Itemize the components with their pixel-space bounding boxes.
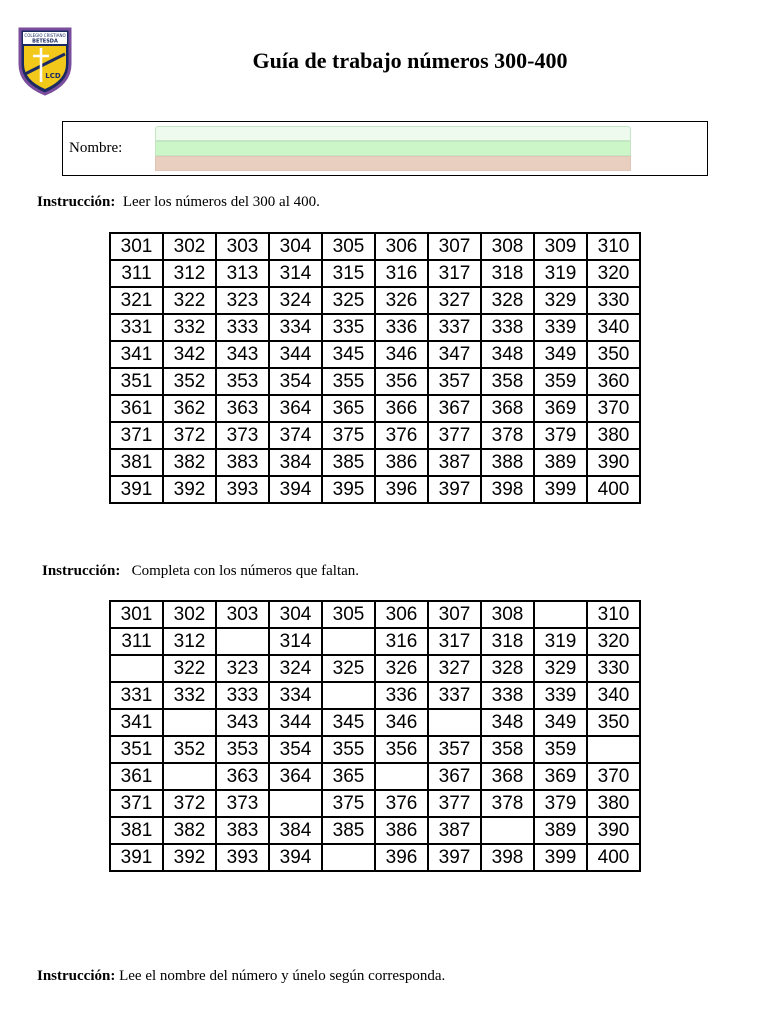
grid-read-cell: 316 [375, 260, 428, 287]
grid-read-cell: 348 [481, 341, 534, 368]
grid-read-cell: 383 [216, 449, 269, 476]
grid-read-cell: 392 [163, 476, 216, 503]
instruction-3-text: Lee el nombre del número y únelo según corresponda. [119, 968, 446, 984]
grid-read-cell: 332 [163, 314, 216, 341]
grid-complete-cell: 370 [587, 763, 640, 790]
grid-read-cell: 310 [587, 233, 640, 260]
name-field-stack[interactable] [155, 126, 631, 171]
grid-read-cell: 340 [587, 314, 640, 341]
grid-read-cell: 358 [481, 368, 534, 395]
grid-complete-cell: 383 [216, 817, 269, 844]
name-input-line-3[interactable] [155, 156, 631, 171]
grid-read-row [110, 422, 640, 449]
grid-read-cell: 303 [216, 233, 269, 260]
grid-complete-cell: 311 [110, 628, 163, 655]
grid-complete-cell: 367 [428, 763, 481, 790]
grid-read-cell: 337 [428, 314, 481, 341]
grid-complete-cell: 332 [163, 682, 216, 709]
page-title: Guía de trabajo números 300-400 [252, 48, 568, 73]
grid-read-cell: 364 [269, 395, 322, 422]
grid-read-cell: 333 [216, 314, 269, 341]
grid-read-cell: 336 [375, 314, 428, 341]
grid-complete-cell: 310 [587, 601, 640, 628]
grid-read-cell: 307 [428, 233, 481, 260]
grid-read-cell: 390 [587, 449, 640, 476]
grid-complete-cell: 330 [587, 655, 640, 682]
grid-read-cell: 363 [216, 395, 269, 422]
instruction-3-label: Instrucción: [37, 968, 116, 984]
grid-complete-cell: 305 [322, 601, 375, 628]
grid-complete-cell: 317 [428, 628, 481, 655]
grid-read-cell: 346 [375, 341, 428, 368]
grid-complete-cell: 359 [534, 736, 587, 763]
grid-complete-cell: 396 [375, 844, 428, 871]
grid-complete-cell: 363 [216, 763, 269, 790]
grid-complete-cell: 355 [322, 736, 375, 763]
grid-read-cell: 324 [269, 287, 322, 314]
grid-complete-blank-cell[interactable] [481, 817, 534, 844]
grid-read-cell: 391 [110, 476, 163, 503]
grid-complete-cell: 323 [216, 655, 269, 682]
grid-read-cell: 302 [163, 233, 216, 260]
grid-read-row [110, 395, 640, 422]
grid-complete-cell: 354 [269, 736, 322, 763]
grid-complete-cell: 390 [587, 817, 640, 844]
grid-complete-blank-cell[interactable] [375, 763, 428, 790]
grid-read-cell: 335 [322, 314, 375, 341]
grid-complete-row [110, 709, 640, 736]
grid-complete-cell: 329 [534, 655, 587, 682]
grid-complete-blank-cell[interactable] [269, 790, 322, 817]
name-input-line-1[interactable] [155, 126, 631, 141]
grid-complete-cell: 361 [110, 763, 163, 790]
grid-read-cell: 315 [322, 260, 375, 287]
instruction-2 [42, 563, 359, 580]
grid-complete-cell: 337 [428, 682, 481, 709]
grid-complete-cell: 368 [481, 763, 534, 790]
name-section [62, 121, 708, 176]
grid-complete-cell: 304 [269, 601, 322, 628]
grid-complete-blank-cell[interactable] [163, 763, 216, 790]
grid-complete-cell: 325 [322, 655, 375, 682]
grid-read-cell: 339 [534, 314, 587, 341]
grid-complete-cell: 334 [269, 682, 322, 709]
grid-complete-cell: 375 [322, 790, 375, 817]
grid-read-cell: 370 [587, 395, 640, 422]
grid-complete-cell: 349 [534, 709, 587, 736]
number-grid-read [109, 232, 641, 504]
grid-read-row [110, 341, 640, 368]
grid-read-cell: 385 [322, 449, 375, 476]
grid-read-cell: 367 [428, 395, 481, 422]
grid-complete-blank-cell[interactable] [216, 628, 269, 655]
grid-complete-cell: 373 [216, 790, 269, 817]
instruction-1-label: Instrucción: [37, 194, 116, 210]
grid-complete-cell: 356 [375, 736, 428, 763]
name-label: Nombre: [69, 140, 123, 156]
grid-read-cell: 379 [534, 422, 587, 449]
grid-complete-cell: 378 [481, 790, 534, 817]
grid-read-cell: 308 [481, 233, 534, 260]
grid-read-cell: 309 [534, 233, 587, 260]
grid-complete-cell: 327 [428, 655, 481, 682]
grid-complete-cell: 343 [216, 709, 269, 736]
grid-read-cell: 350 [587, 341, 640, 368]
grid-complete-cell: 320 [587, 628, 640, 655]
grid-complete-cell: 333 [216, 682, 269, 709]
grid-complete-cell: 306 [375, 601, 428, 628]
grid-read-cell: 326 [375, 287, 428, 314]
grid-complete-blank-cell[interactable] [110, 655, 163, 682]
grid-read-cell: 372 [163, 422, 216, 449]
grid-read-cell: 380 [587, 422, 640, 449]
grid-complete-row [110, 655, 640, 682]
grid-complete-row [110, 817, 640, 844]
grid-read-cell: 338 [481, 314, 534, 341]
grid-read-cell: 368 [481, 395, 534, 422]
grid-complete-blank-cell[interactable] [587, 736, 640, 763]
grid-read-cell: 369 [534, 395, 587, 422]
grid-read-cell: 396 [375, 476, 428, 503]
grid-complete-blank-cell[interactable] [322, 628, 375, 655]
instruction-2-text: Completa con los números que faltan. [131, 563, 360, 579]
grid-complete-cell: 386 [375, 817, 428, 844]
grid-read-cell: 331 [110, 314, 163, 341]
grid-complete-cell: 399 [534, 844, 587, 871]
grid-complete-cell: 389 [534, 817, 587, 844]
grid-read-cell: 313 [216, 260, 269, 287]
grid-complete-cell: 344 [269, 709, 322, 736]
grid-complete-cell: 331 [110, 682, 163, 709]
grid-read-cell: 362 [163, 395, 216, 422]
grid-complete-cell: 352 [163, 736, 216, 763]
grid-complete-row [110, 790, 640, 817]
grid-complete-row [110, 628, 640, 655]
grid-read-cell: 382 [163, 449, 216, 476]
grid-read-cell: 356 [375, 368, 428, 395]
grid-complete-blank-cell[interactable] [322, 682, 375, 709]
grid-complete-cell: 316 [375, 628, 428, 655]
grid-read-row [110, 476, 640, 503]
grid-complete-row [110, 601, 640, 628]
logo-school-line1: COLEGIO CRISTIANO [24, 33, 66, 38]
grid-read-cell: 317 [428, 260, 481, 287]
grid-complete-blank-cell[interactable] [534, 601, 587, 628]
grid-complete-cell: 392 [163, 844, 216, 871]
grid-complete-cell: 339 [534, 682, 587, 709]
grid-read-cell: 361 [110, 395, 163, 422]
name-input-line-2[interactable] [155, 141, 631, 156]
grid-complete-cell: 341 [110, 709, 163, 736]
number-grid-complete [109, 600, 641, 872]
grid-complete-cell: 391 [110, 844, 163, 871]
grid-read-cell: 359 [534, 368, 587, 395]
grid-read-cell: 304 [269, 233, 322, 260]
logo-badge: LCD [45, 72, 61, 80]
grid-complete-row [110, 844, 640, 871]
grid-read-cell: 330 [587, 287, 640, 314]
grid-read-cell: 394 [269, 476, 322, 503]
grid-read-cell: 321 [110, 287, 163, 314]
grid-complete-row [110, 736, 640, 763]
grid-complete-cell: 338 [481, 682, 534, 709]
grid-read-cell: 399 [534, 476, 587, 503]
grid-read-cell: 347 [428, 341, 481, 368]
grid-read-cell: 373 [216, 422, 269, 449]
grid-complete-cell: 340 [587, 682, 640, 709]
grid-complete-cell: 312 [163, 628, 216, 655]
grid-complete-row [110, 763, 640, 790]
instruction-1-text: Leer los números del 300 al 400. [122, 194, 320, 210]
grid-read-cell: 397 [428, 476, 481, 503]
grid-read-cell: 343 [216, 341, 269, 368]
grid-read-row [110, 314, 640, 341]
grid-read-cell: 381 [110, 449, 163, 476]
grid-read-cell: 351 [110, 368, 163, 395]
grid-read-cell: 386 [375, 449, 428, 476]
grid-read-cell: 319 [534, 260, 587, 287]
grid-read-cell: 312 [163, 260, 216, 287]
grid-read-cell: 360 [587, 368, 640, 395]
grid-complete-cell: 353 [216, 736, 269, 763]
grid-read-cell: 365 [322, 395, 375, 422]
grid-read-cell: 376 [375, 422, 428, 449]
grid-read-cell: 357 [428, 368, 481, 395]
grid-complete-cell: 394 [269, 844, 322, 871]
grid-complete-cell: 322 [163, 655, 216, 682]
grid-read-cell: 389 [534, 449, 587, 476]
grid-read-cell: 371 [110, 422, 163, 449]
grid-complete-cell: 326 [375, 655, 428, 682]
logo-school-line2: BETESDA [32, 38, 58, 45]
grid-complete-cell: 318 [481, 628, 534, 655]
grid-read-cell: 318 [481, 260, 534, 287]
grid-read-cell: 354 [269, 368, 322, 395]
grid-read-cell: 328 [481, 287, 534, 314]
grid-read-row [110, 368, 640, 395]
grid-read-cell: 375 [322, 422, 375, 449]
grid-complete-blank-cell[interactable] [428, 709, 481, 736]
grid-complete-cell: 358 [481, 736, 534, 763]
grid-read-cell: 305 [322, 233, 375, 260]
grid-read-cell: 342 [163, 341, 216, 368]
grid-read-cell: 374 [269, 422, 322, 449]
grid-complete-cell: 328 [481, 655, 534, 682]
grid-complete-cell: 384 [269, 817, 322, 844]
grid-read-row [110, 233, 640, 260]
grid-complete-cell: 369 [534, 763, 587, 790]
grid-complete-cell: 350 [587, 709, 640, 736]
grid-complete-cell: 302 [163, 601, 216, 628]
grid-complete-cell: 346 [375, 709, 428, 736]
grid-read-cell: 322 [163, 287, 216, 314]
grid-read-cell: 327 [428, 287, 481, 314]
grid-read-cell: 377 [428, 422, 481, 449]
grid-read-cell: 388 [481, 449, 534, 476]
instruction-1 [37, 194, 320, 211]
grid-complete-cell: 382 [163, 817, 216, 844]
grid-read-cell: 395 [322, 476, 375, 503]
grid-complete-cell: 314 [269, 628, 322, 655]
grid-complete-cell: 303 [216, 601, 269, 628]
grid-read-cell: 353 [216, 368, 269, 395]
grid-complete-cell: 371 [110, 790, 163, 817]
grid-complete-cell: 381 [110, 817, 163, 844]
grid-complete-cell: 348 [481, 709, 534, 736]
grid-complete-cell: 400 [587, 844, 640, 871]
grid-read-cell: 366 [375, 395, 428, 422]
grid-complete-cell: 376 [375, 790, 428, 817]
grid-complete-cell: 380 [587, 790, 640, 817]
grid-read-cell: 306 [375, 233, 428, 260]
grid-read-cell: 301 [110, 233, 163, 260]
grid-complete-cell: 393 [216, 844, 269, 871]
grid-complete-cell: 319 [534, 628, 587, 655]
grid-complete-cell: 397 [428, 844, 481, 871]
grid-complete-cell: 387 [428, 817, 481, 844]
grid-complete-cell: 364 [269, 763, 322, 790]
grid-read-cell: 378 [481, 422, 534, 449]
grid-read-cell: 323 [216, 287, 269, 314]
instruction-3 [37, 968, 445, 985]
grid-read-cell: 349 [534, 341, 587, 368]
grid-complete-cell: 357 [428, 736, 481, 763]
grid-read-cell: 334 [269, 314, 322, 341]
grid-complete-blank-cell[interactable] [322, 844, 375, 871]
grid-complete-cell: 365 [322, 763, 375, 790]
grid-read-cell: 345 [322, 341, 375, 368]
grid-read-cell: 325 [322, 287, 375, 314]
grid-read-cell: 355 [322, 368, 375, 395]
grid-read-cell: 387 [428, 449, 481, 476]
grid-complete-cell: 308 [481, 601, 534, 628]
grid-read-cell: 344 [269, 341, 322, 368]
grid-complete-cell: 351 [110, 736, 163, 763]
grid-read-cell: 329 [534, 287, 587, 314]
grid-complete-cell: 398 [481, 844, 534, 871]
grid-complete-cell: 372 [163, 790, 216, 817]
grid-complete-cell: 377 [428, 790, 481, 817]
grid-read-cell: 400 [587, 476, 640, 503]
grid-complete-row [110, 682, 640, 709]
grid-read-cell: 384 [269, 449, 322, 476]
grid-read-cell: 393 [216, 476, 269, 503]
grid-read-row [110, 260, 640, 287]
grid-complete-cell: 301 [110, 601, 163, 628]
grid-read-cell: 311 [110, 260, 163, 287]
grid-complete-blank-cell[interactable] [163, 709, 216, 736]
grid-read-cell: 352 [163, 368, 216, 395]
grid-complete-cell: 307 [428, 601, 481, 628]
instruction-2-label: Instrucción: [42, 563, 121, 579]
grid-read-cell: 320 [587, 260, 640, 287]
grid-read-row [110, 449, 640, 476]
grid-read-cell: 341 [110, 341, 163, 368]
grid-complete-cell: 345 [322, 709, 375, 736]
grid-complete-cell: 385 [322, 817, 375, 844]
grid-complete-cell: 336 [375, 682, 428, 709]
grid-read-row [110, 287, 640, 314]
grid-read-cell: 398 [481, 476, 534, 503]
grid-read-cell: 314 [269, 260, 322, 287]
grid-complete-cell: 324 [269, 655, 322, 682]
grid-complete-cell: 379 [534, 790, 587, 817]
